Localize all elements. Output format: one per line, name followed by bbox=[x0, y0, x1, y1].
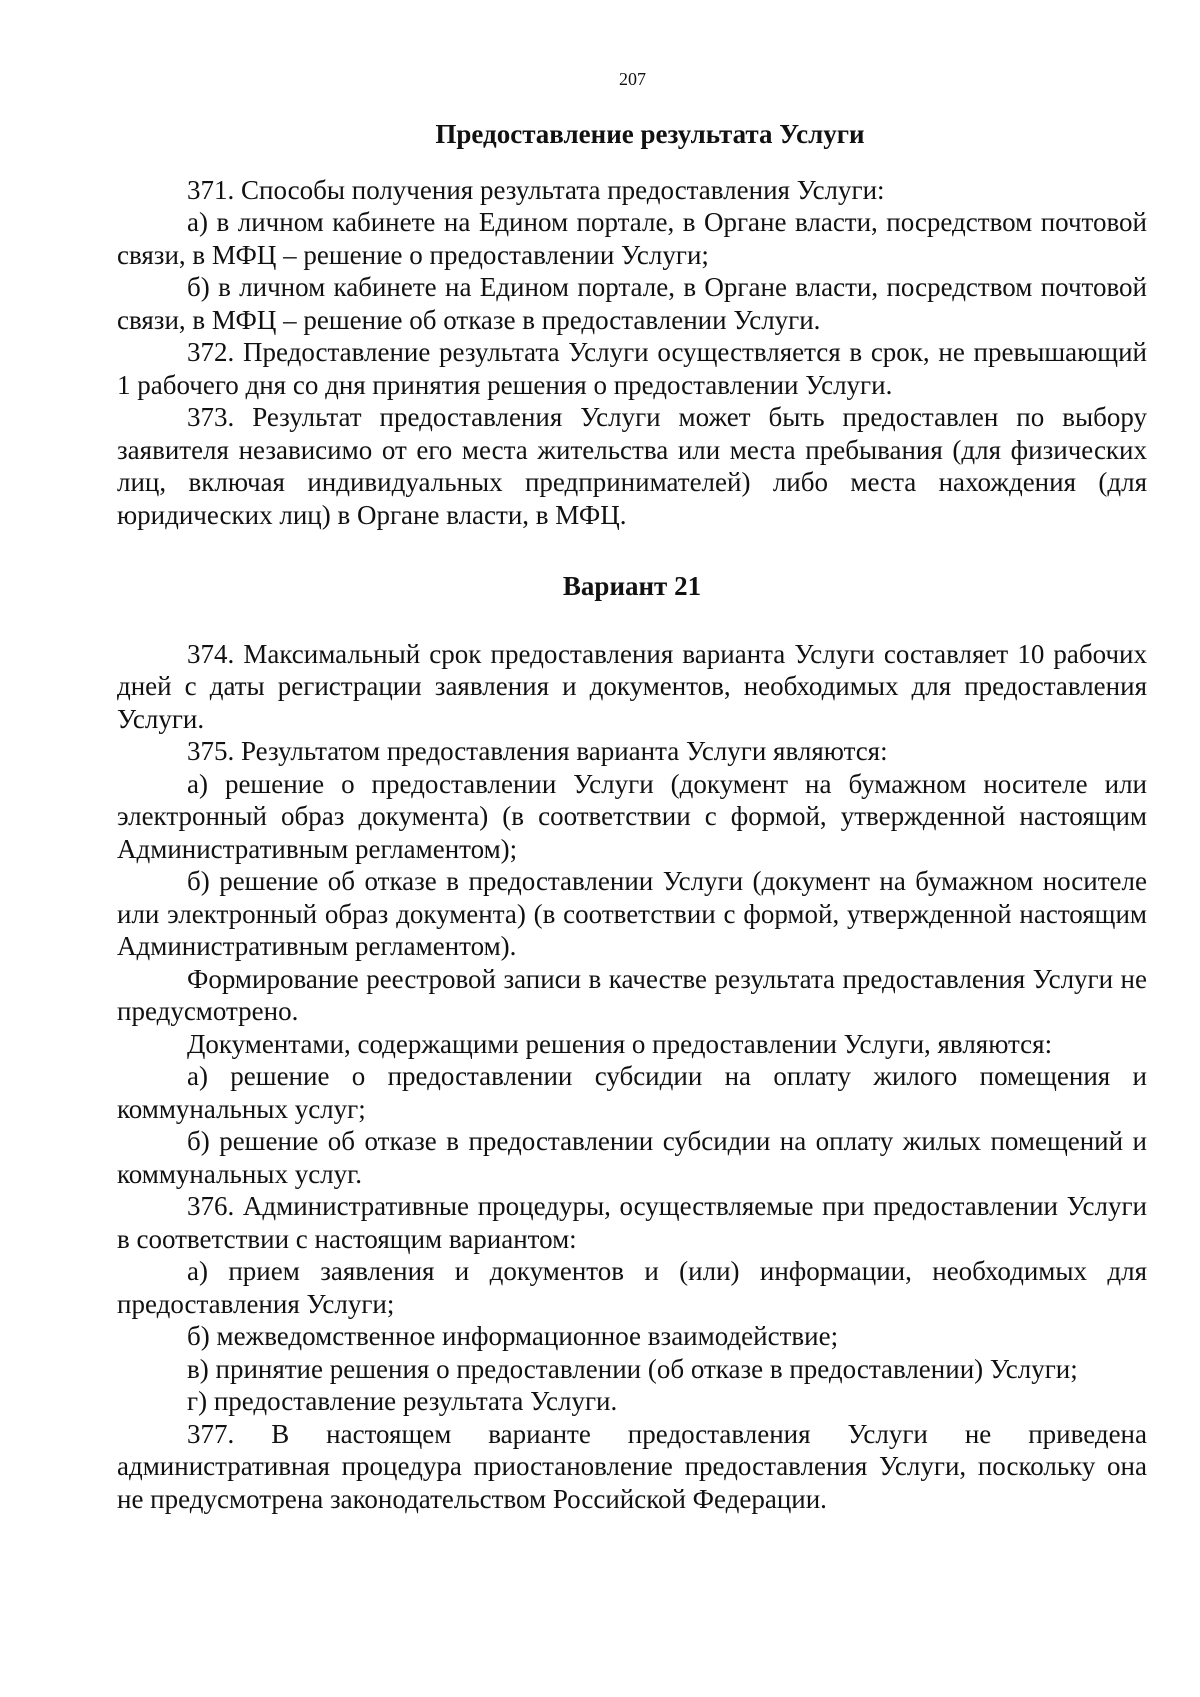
paragraph: 377. В настоящем варианте предоставления Услуги не приведена административная процедура приостановление предоставления Услуги, поскольку она не предусмотрена законодательством Российской Федерации. bbox=[117, 1418, 1147, 1514]
section-heading-variant: Вариант 21 bbox=[562, 571, 702, 601]
paragraph: 376. Административные процедуры, осуществляемые при предоставлении Услуги в соответствии с настоящим вариантом: bbox=[117, 1191, 1147, 1254]
paragraph: б) в личном кабинете на Едином портале, в Органе власти, посредством почтовой связи, в МФЦ – решение об отказе в предоставлении Услуги. bbox=[117, 272, 1147, 335]
paragraph: в) принятие решения о предоставлении (об отказе в предоставлении) Услуги; bbox=[187, 1353, 1078, 1384]
paragraph: 371. Способы получения результата предоставления Услуги: bbox=[187, 174, 885, 205]
paragraph: Документами, содержащими решения о предоставлении Услуги, являются: bbox=[187, 1028, 1053, 1059]
paragraph: б) межведомственное информационное взаимодействие; bbox=[187, 1321, 839, 1351]
paragraph: а) решение о предоставлении Услуги (документ на бумажном носителе или электронный образ документа) (в соответствии с формой, утвержденной настоящим Административным регламентом); bbox=[117, 768, 1147, 864]
page-number: 207 bbox=[619, 69, 646, 89]
paragraph: г) предоставление результата Услуги. bbox=[187, 1386, 618, 1416]
paragraph: а) решение о предоставлении субсидии на оплату жилого помещения и коммунальных услуг; bbox=[117, 1061, 1147, 1124]
paragraph: а) прием заявления и документов и (или) информации, необходимых для предоставления Услуги; bbox=[117, 1256, 1147, 1319]
section-heading-result: Предоставление результата Услуги bbox=[435, 119, 865, 149]
paragraph: 373. Результат предоставления Услуги может быть предоставлен по выбору заявителя независимо от его места жительства или места пребывания (для физических лиц, включая индивидуальных предпринимателей) либо места нахождения (для юридических лиц) в Органе власти, в МФЦ. bbox=[117, 402, 1147, 530]
paragraph: б) решение об отказе в предоставлении Услуги (документ на бумажном носителе или электронный образ документа) (в соответствии с формой, утвержденной настоящим Административным регламентом). bbox=[117, 866, 1147, 961]
paragraph: Формирование реестровой записи в качестве результата предоставления Услуги не предусмотрено. bbox=[117, 963, 1147, 1026]
paragraph: 375. Результатом предоставления варианта Услуги являются: bbox=[187, 736, 888, 766]
paragraph: б) решение об отказе в предоставлении субсидии на оплату жилых помещений и коммунальных услуг. bbox=[117, 1126, 1147, 1189]
paragraph: 372. Предоставление результата Услуги осуществляется в срок, не превышающий 1 рабочего дня со дня принятия решения о предоставлении Услуги. bbox=[117, 337, 1147, 400]
paragraph: 374. Максимальный срок предоставления варианта Услуги составляет 10 рабочих дней с даты регистрации заявления и документов, необходимых для предоставления Услуги. bbox=[117, 638, 1147, 734]
document-body bbox=[117, 118, 1147, 1515]
paragraph: а) в личном кабинете на Едином портале, в Органе власти, посредством почтовой связи, в МФЦ – решение о предоставлении Услуги; bbox=[117, 207, 1147, 270]
